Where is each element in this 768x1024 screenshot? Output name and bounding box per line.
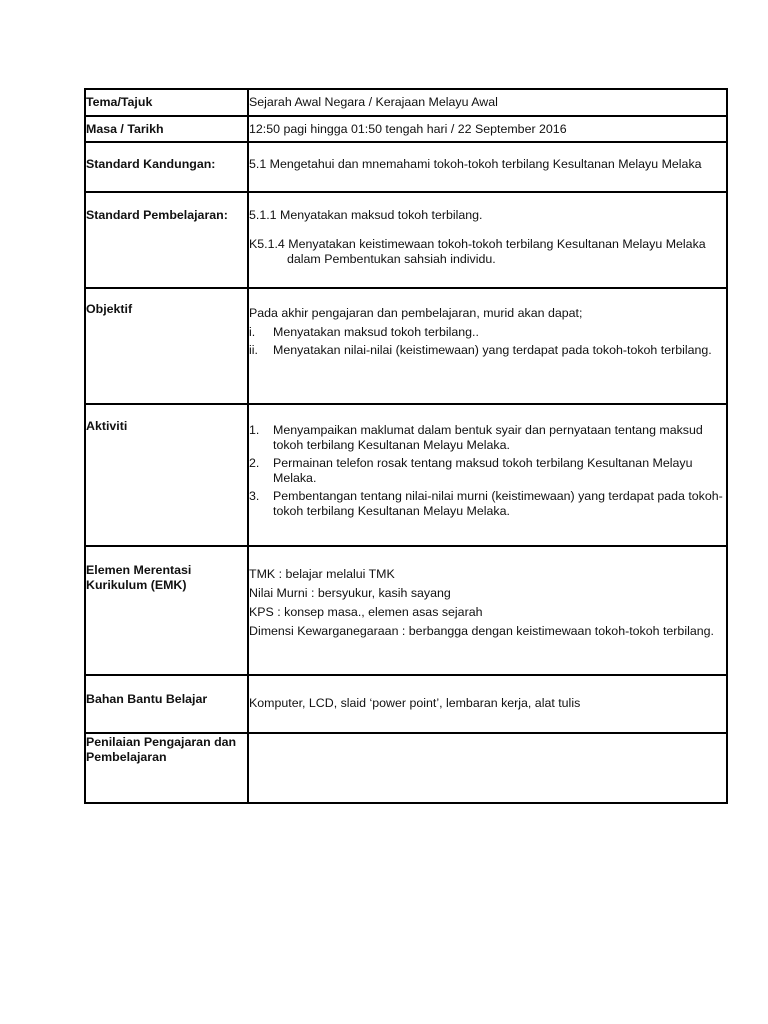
value-masa: 12:50 pagi hingga 01:50 tengah hari / 22 September 2016 [248, 116, 727, 142]
row-standard-pembelajaran [85, 192, 727, 288]
row-bahan-bantu-belajar [85, 675, 727, 733]
value-penilaian [248, 733, 727, 803]
label-standard-kandungan: Standard Kandungan: [85, 142, 248, 192]
aktiviti-item: 2. Permainan telefon rosak tentang maksud tokoh terbilang Kesultanan Melayu Melaka. [249, 456, 693, 485]
objektif-intro: Pada akhir pengajaran dan pembelajaran, murid akan dapat; [249, 306, 583, 320]
aktiviti-list [249, 423, 726, 519]
aktiviti-item: 3. Pembentangan tentang nilai-nilai murni (keistimewaan) yang terdapat pada tokoh-tokoh terbilang Kesultanan Melayu Melaka. [249, 489, 723, 518]
label-standard-pembelajaran: Standard Pembelajaran: [85, 192, 248, 288]
sp-item-2: K5.1.4 Menyatakan keistimewaan tokoh-tokoh terbilang Kesultanan Melayu Melaka dalam Pembentukan sahsiah individu. [249, 237, 706, 266]
value-bahan-bantu-belajar: Komputer, LCD, slaid ‘power point’, lembaran kerja, alat tulis [248, 675, 727, 733]
sp-item-1: 5.1.1 Menyatakan maksud tokoh terbilang. [249, 208, 483, 222]
row-standard-kandungan [85, 142, 727, 192]
emk-item: Dimensi Kewarganegaraan : berbangga dengan keistimewaan tokoh-tokoh terbilang. [249, 624, 714, 638]
emk-item: Nilai Murni : bersyukur, kasih sayang [249, 586, 451, 600]
lesson-plan-table [84, 88, 728, 804]
objektif-item: ii. Menyatakan nilai-nilai (keistimewaan) yang terdapat pada tokoh-tokoh terbilang. [249, 343, 712, 357]
row-aktiviti [85, 404, 727, 546]
row-penilaian [85, 733, 727, 803]
emk-item: TMK : belajar melalui TMK [249, 567, 395, 581]
label-masa: Masa / Tarikh [85, 116, 248, 142]
label-aktiviti: Aktiviti [85, 404, 248, 546]
aktiviti-item: 1. Menyampaikan maklumat dalam bentuk syair dan pernyataan tentang maksud tokoh terbilang Kesultanan Melayu Melaka. [249, 423, 703, 452]
value-tema: Sejarah Awal Negara / Kerajaan Melayu Awal [248, 89, 727, 116]
label-emk: Elemen Merentasi Kurikulum (EMK) [85, 546, 248, 675]
label-bahan-bantu-belajar: Bahan Bantu Belajar [85, 675, 248, 733]
emk-item: KPS : konsep masa., elemen asas sejarah [249, 605, 483, 619]
value-standard-kandungan: 5.1 Mengetahui dan mnemahami tokoh-tokoh terbilang Kesultanan Melayu Melaka [249, 157, 702, 171]
objektif-list [249, 325, 726, 358]
objektif-item: i. Menyatakan maksud tokoh terbilang.. [249, 325, 479, 339]
label-penilaian: Penilaian Pengajaran dan Pembelajaran [85, 733, 248, 803]
row-objektif [85, 288, 727, 404]
label-tema: Tema/Tajuk [85, 89, 248, 116]
row-emk [85, 546, 727, 675]
label-objektif: Objektif [85, 288, 248, 404]
row-masa [85, 116, 727, 142]
row-tema [85, 89, 727, 116]
